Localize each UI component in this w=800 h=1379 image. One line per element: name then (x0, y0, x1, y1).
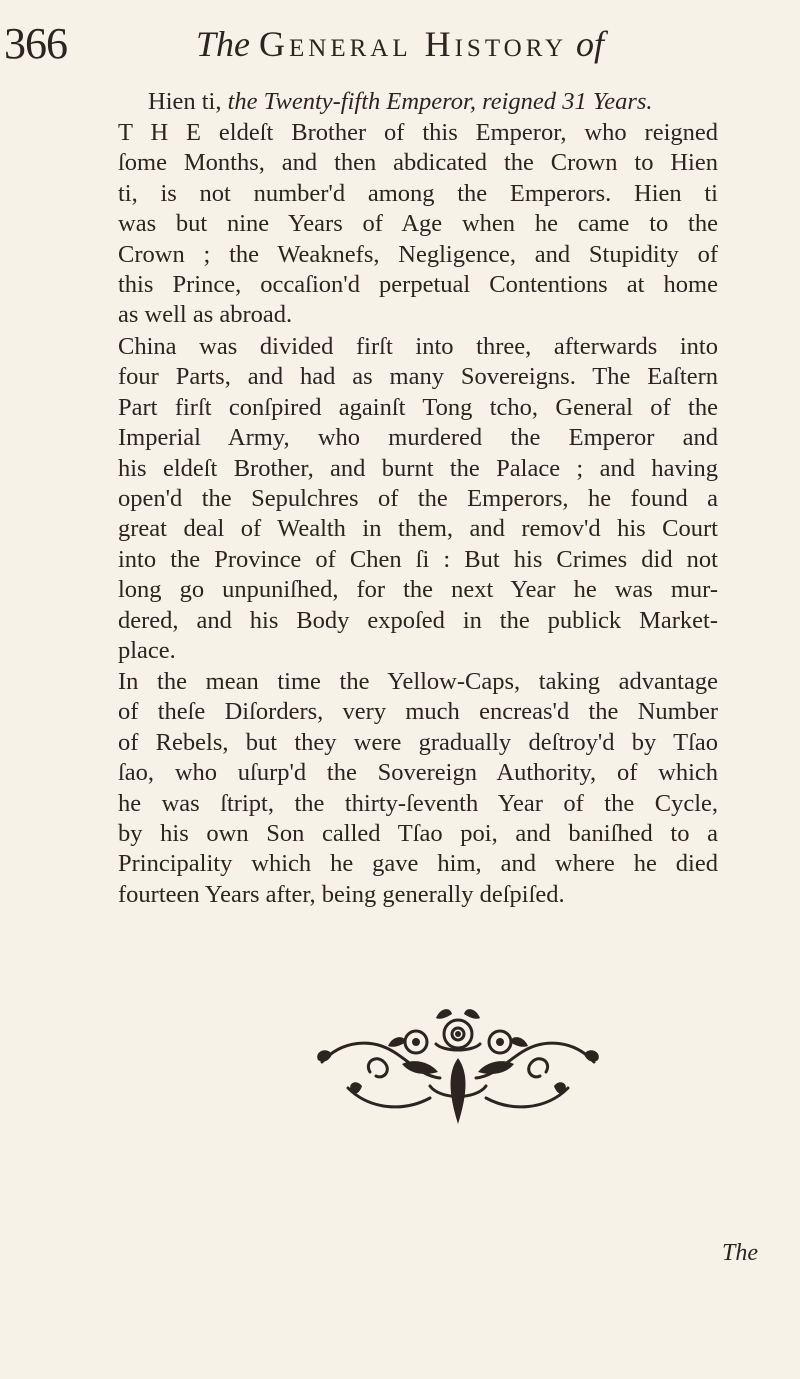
text-line: as well as abroad. (118, 301, 293, 329)
text-line: Part firſt conſpired againſt Tong tcho, General of the (118, 393, 718, 421)
text-line: into the Province of Chen ſi : But his Crimes did not (118, 545, 718, 573)
floral-tailpiece-ornament-icon (312, 1000, 604, 1130)
text-line: by his own Son called Tſao poi, and baniſhed to a (118, 819, 718, 847)
text-line: he was ſtript, the thirty-ſeventh Year of the Cycle, (118, 789, 718, 817)
text-line: open'd the Sepulchres of the Emperors, he found a (118, 484, 718, 512)
heading-emperor-name: Hien ti, (148, 88, 222, 115)
text-line: of theſe Diſorders, very much encreas'd the Number (118, 698, 718, 726)
heading-years-number: 31 (562, 88, 587, 115)
text-line: T H E eldeſt Brother of this Emperor, who reigned (118, 119, 718, 146)
text-line: long go unpuniſhed, for the next Year he was mur- (118, 576, 718, 604)
catchword: The (722, 1240, 758, 1266)
text-line: Principality which he gave him, and where he died (118, 850, 718, 878)
text-line: China was divided firſt into three, afterwards into (118, 333, 718, 360)
text-line: of Rebels, but they were gradually deſtroy'd by Tſao (118, 728, 718, 756)
text-line: his eldeſt Brother, and burnt the Palace ; and having (118, 454, 718, 482)
text-line: ti, is not number'd among the Emperors. Hien ti (118, 179, 718, 207)
page-number: 366 (4, 19, 67, 68)
heading-years-word: Years. (592, 88, 653, 115)
paragraph-2 (118, 332, 718, 666)
running-head-title: General History (259, 24, 568, 64)
text-line: four Parts, and had as many Sovereigns. The Eaſtern (118, 363, 718, 391)
running-head-suffix: of (576, 24, 605, 64)
chapter-heading (148, 86, 768, 118)
running-head-prefix: The (196, 24, 250, 64)
text-line: place. (118, 636, 176, 664)
heading-description: the Twenty-fifth Emperor, reigned (227, 88, 557, 115)
paragraph-3 (118, 667, 718, 910)
text-line: great deal of Wealth in them, and remov'd his Court (118, 515, 718, 543)
text-line: was but nine Years of Age when he came to the (118, 210, 718, 238)
text-line: Crown ; the Weaknefs, Negligence, and Stupidity of (118, 240, 718, 268)
text-line: ſome Months, and then abdicated the Crown to Hien (118, 149, 718, 177)
text-line: ſao, who uſurp'd the Sovereign Authority, of which (118, 759, 718, 787)
text-line: dered, and his Body expoſed in the publick Market- (118, 606, 718, 634)
text-line: In the mean time the Yellow-Caps, taking advantage (118, 668, 718, 695)
text-line: Imperial Army, who murdered the Emperor and (118, 424, 718, 452)
text-line: fourteen Years after, being generally deſpiſed. (118, 880, 565, 908)
paragraph-1 (118, 118, 718, 331)
running-head (196, 26, 604, 62)
text-line: this Prince, occaſion'd perpetual Contentions at home (118, 270, 718, 298)
